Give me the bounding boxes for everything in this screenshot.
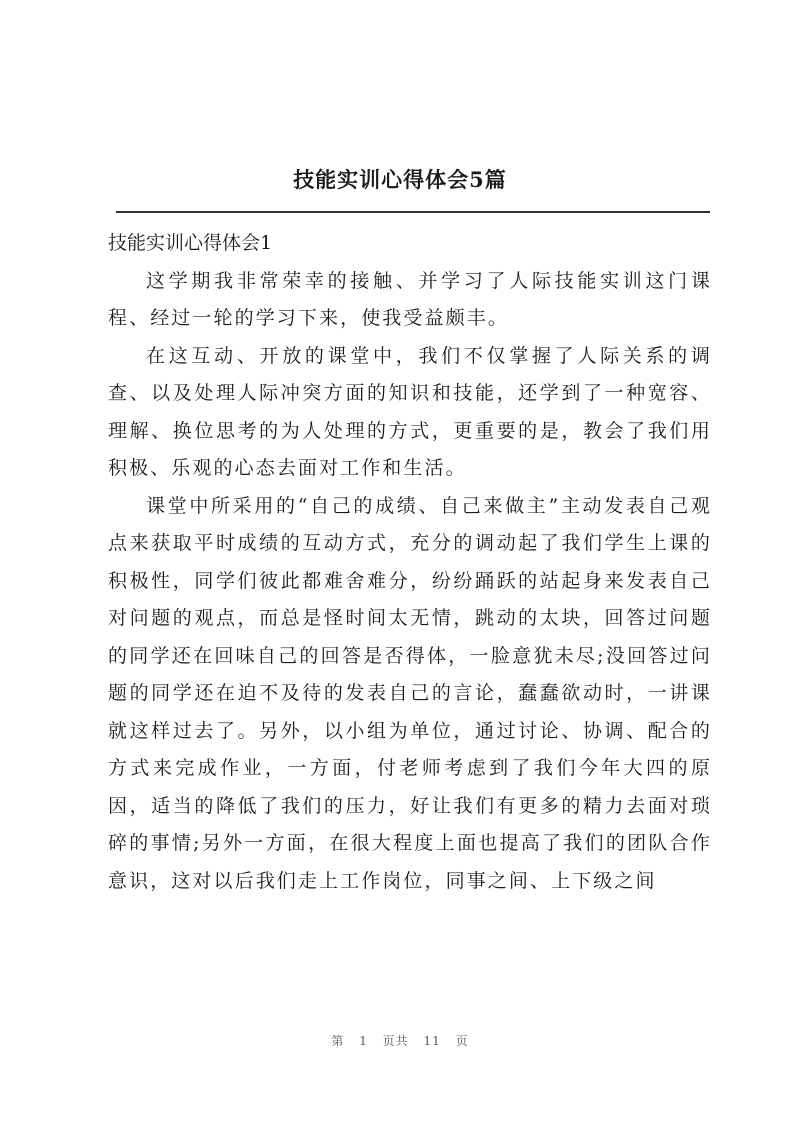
paragraph-3: 课堂中所采用的“自己的成绩、自己来做主”主动发表自己观点来获取平时成绩的互动方式，充分的调动起了我们学生上课的积极性，同学们彼此都难舍难分，纷纷踊跃的站起身来发表自己对问题的观点，而总是怪时间太无情，跳动的太块，回答过问题的同学还在回味自己的回答是否得体，一脸意犹未尽;没回答过问题的同学还在迫不及待的发表自己的言论，蠢蠢欲动时，一讲课就这样过去了。另外，以小组为单位，通过讨论、协调、配合的方式来完成作业，一方面，付老师考虑到了我们今年大四的原因，适当的降低了我们的压力，好让我们有更多的精力去面对琐碎的事情;另外一方面，在很大程度上面也提高了我们的团队合作意识，这对以后我们走上工作岗位，同事之间、上下级之间 (108, 494, 712, 892)
footer-prefix: 第 (331, 1034, 345, 1048)
document-body (108, 225, 712, 900)
paragraph-2: 在这互动、开放的课堂中，我们不仅掌握了人际关系的调查、以及处理人际冲突方面的知识和技能，还学到了一种宽容、理解、换位思考的为人处理的方式，更重要的是，教会了我们用积极、乐观的心态去面对工作和生活。 (108, 344, 712, 479)
title-divider (116, 211, 710, 213)
page-footer (0, 1032, 800, 1049)
footer-middle: 页共 (382, 1034, 409, 1048)
page-title: 技能实训心得体会5篇 (293, 167, 507, 192)
footer-page-number: 1 (359, 1034, 368, 1048)
section-heading: 技能实训心得体会1 (108, 232, 273, 254)
footer-total-pages: 11 (423, 1034, 441, 1048)
paragraph-1: 这学期我非常荣幸的接触、并学习了人际技能实训这门课程、经过一轮的学习下来，使我受益颇丰。 (108, 269, 712, 329)
footer-suffix: 页 (455, 1034, 469, 1048)
